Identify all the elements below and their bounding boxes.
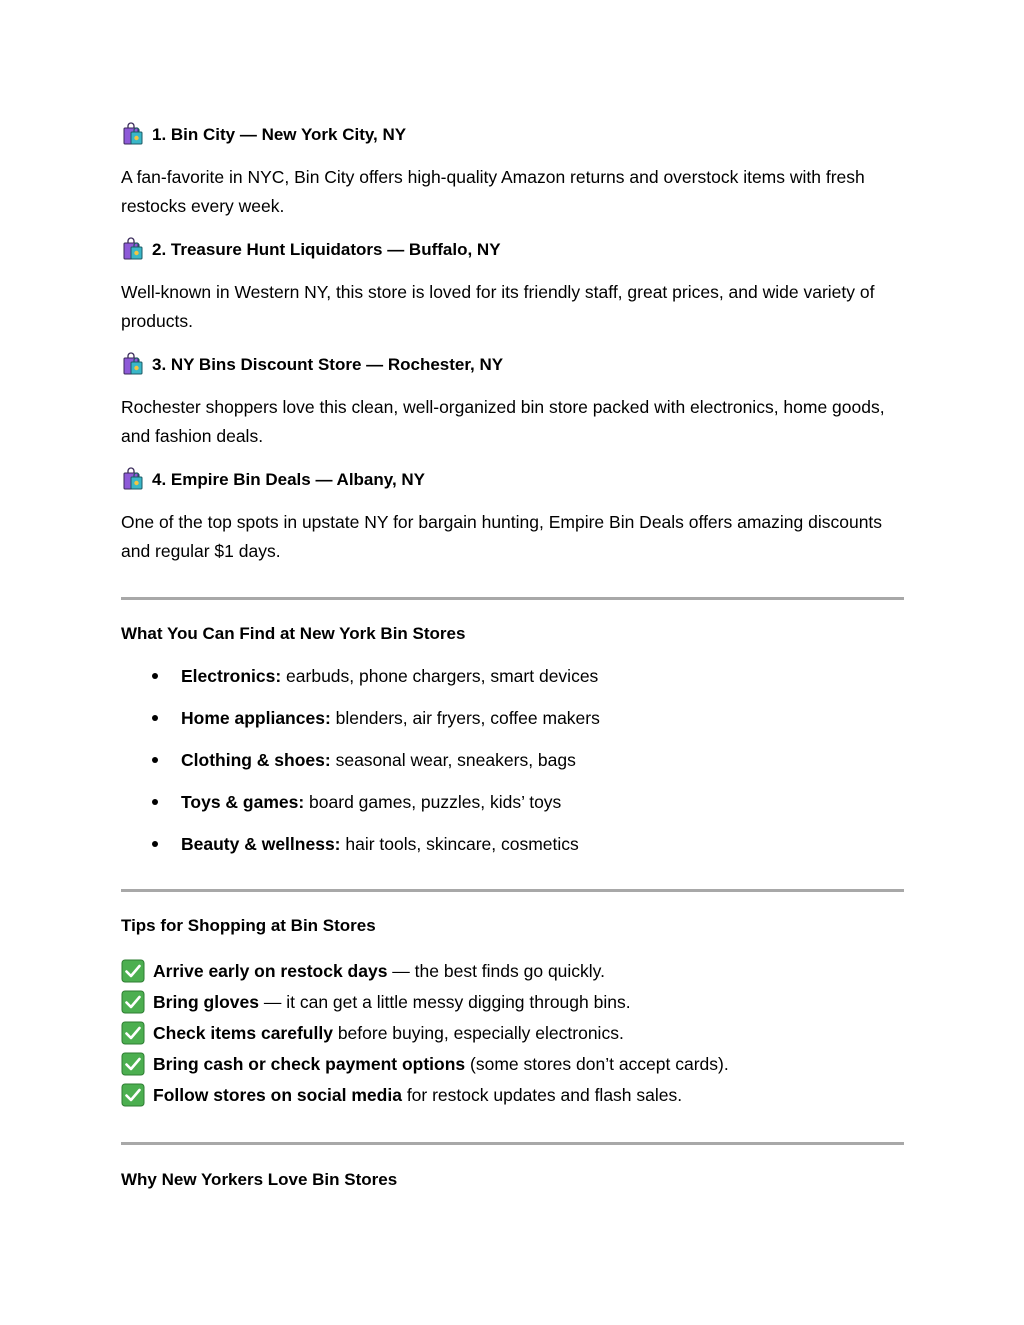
tips-section-heading: Tips for Shopping at Bin Stores [121,916,376,935]
shopping-bags-icon [121,237,145,261]
store-description-3: Rochester shoppers love this clean, well-organized bin store packed with electronics, home goods, and fashion deals. [121,397,885,446]
tip-text: (some stores don’t accept cards). [465,1054,729,1074]
bullet-icon [152,673,158,679]
why-section-heading: Why New Yorkers Love Bin Stores [121,1170,398,1189]
tip-text: — it can get a little messy digging through bins. [259,992,631,1012]
bullet-icon [152,841,158,847]
store-title-3 [121,352,503,378]
check-mark-button-icon [121,990,145,1014]
store-description-2: Well-known in Western NY, this store is loved for its friendly staff, great prices, and wide variety of products. [121,282,875,331]
store-title-1 [121,122,406,148]
check-mark-button-icon [121,959,145,983]
store-title-4 [121,467,425,493]
tip-text: for restock updates and flash sales. [401,1085,683,1105]
shopping-bags-icon [121,467,145,491]
list-item-text: seasonal wear, sneakers, bags [330,750,576,770]
store-title-text: 1. Bin City — New York City, NY [152,125,407,144]
list-item-text: earbuds, phone chargers, smart devices [281,666,599,686]
horizontal-rule [121,889,904,892]
check-mark-button-icon [121,1052,145,1076]
bullet-icon [152,799,158,805]
list-item-label: Clothing & shoes: [181,750,331,770]
list-item-label: Toys & games: [181,792,305,812]
bullet-icon [152,715,158,721]
tip-bold: Bring gloves [153,992,259,1012]
list-item-label: Beauty & wellness: [181,834,341,854]
list-item-text: hair tools, skincare, cosmetics [340,834,579,854]
tip-bold: Follow stores on social media [153,1085,402,1105]
store-title-text: 3. NY Bins Discount Store — Rochester, NY [152,355,504,374]
list-item-label: Home appliances: [181,708,331,728]
bullet-icon [152,757,158,763]
shopping-bags-icon [121,122,145,146]
horizontal-rule [121,1142,904,1145]
store-title-text: 4. Empire Bin Deals — Albany, NY [152,470,426,489]
list-item-text: board games, puzzles, kids’ toys [304,792,562,812]
tip-bold: Bring cash or check payment options [153,1054,466,1074]
tip-text: — the best finds go quickly. [387,961,605,981]
store-title-2 [121,237,501,263]
list-item-label: Electronics: [181,666,282,686]
shopping-bags-icon [121,352,145,376]
check-mark-button-icon [121,1021,145,1045]
store-description-4: One of the top spots in upstate NY for bargain hunting, Empire Bin Deals offers amazing discounts and regular $1 days. [121,512,883,561]
check-mark-button-icon [121,1083,145,1107]
tip-bold: Check items carefully [153,1023,333,1043]
list-item-text: blenders, air fryers, coffee makers [330,708,600,728]
tip-bold: Arrive early on restock days [153,961,388,981]
tip-text: before buying, especially electronics. [332,1023,624,1043]
horizontal-rule [121,597,904,600]
store-title-text: 2. Treasure Hunt Liquidators — Buffalo, NY [152,240,501,259]
store-description-1: A fan-favorite in NYC, Bin City offers high-quality Amazon returns and overstock items with fresh restocks every week. [121,167,865,216]
find-section-heading: What You Can Find at New York Bin Stores [121,624,466,643]
